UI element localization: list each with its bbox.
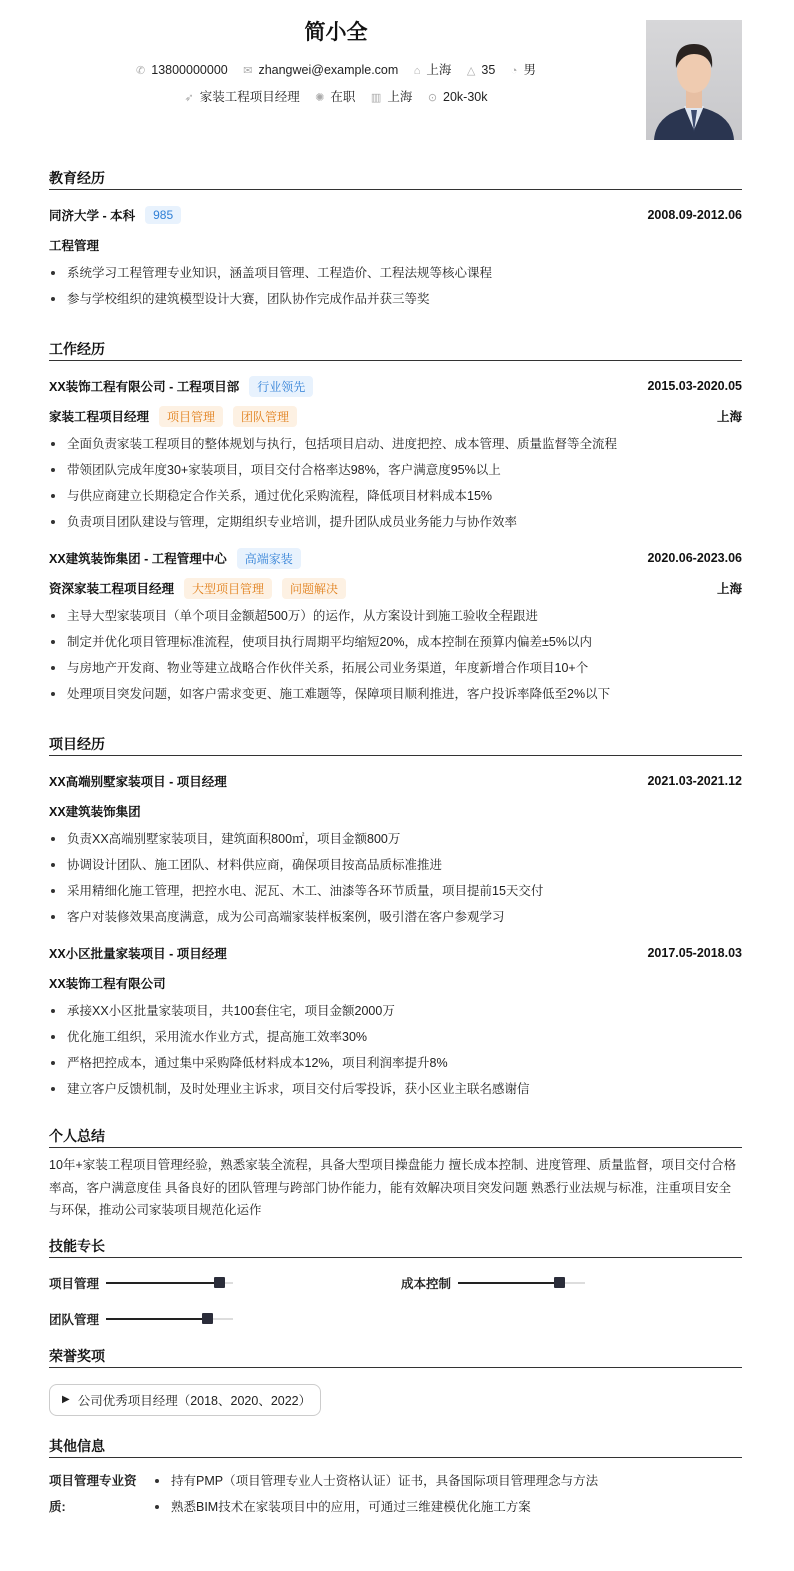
skill-thumb (554, 1277, 565, 1288)
role-row (49, 401, 742, 431)
section-title: 工作经历 (49, 339, 742, 361)
list-item: 系统学习工程管理专业知识，涵盖项目管理、工程造价、工程法规等核心课程 (49, 260, 742, 286)
education-header (49, 200, 742, 230)
projects-section (49, 734, 742, 1102)
role-row (49, 573, 742, 603)
section-title: 其他信息 (49, 1436, 742, 1458)
list-item: 持有PMP（项目管理专业人士资格认证）证书，具备国际项目管理理念与方法 (153, 1468, 598, 1494)
phone (136, 63, 228, 77)
work-header (49, 371, 742, 401)
skills-section (49, 1236, 742, 1332)
skill-tag: 大型项目管理 (184, 578, 272, 599)
section-title: 个人总结 (49, 1126, 742, 1148)
skill-item (401, 1270, 741, 1296)
contact-line (0, 60, 672, 78)
company-name: XX装饰工程有限公司 - 工程项目部 (49, 380, 240, 394)
project-org: XX装饰工程有限公司 (49, 977, 166, 991)
skill-tag: 问题解决 (282, 578, 346, 599)
section-title: 技能专长 (49, 1236, 742, 1258)
other-label: 项目管理专业资质: (49, 1473, 137, 1514)
list-item: 全面负责家装工程项目的整体规划与执行，包括项目启动、进度把控、成本管理、质量监督等全流程 (49, 431, 742, 457)
salary-icon: ⊙ (427, 92, 438, 104)
skill-thumb (202, 1313, 213, 1324)
skill-tag: 项目管理 (159, 406, 223, 427)
project-bullets (49, 826, 742, 930)
skill-name: 成本控制 (401, 1276, 452, 1291)
list-item: 处理项目突发问题，如客户需求变更、施工难题等，保障项目顺利推进，客户投诉率降低至2%以下 (49, 681, 742, 707)
school-name: 同济大学 - 本科 (49, 209, 136, 223)
skill-name: 项目管理 (49, 1276, 100, 1291)
job-intent-line (0, 87, 672, 105)
list-item: 协调设计团队、施工团队、材料供应商，确保项目按高品质标准推进 (49, 852, 742, 878)
work-city: 上海 (716, 582, 742, 596)
other-info-row (49, 1458, 742, 1520)
education-bullets (49, 260, 742, 312)
expand-triangle-icon: ▶ (62, 1394, 70, 1405)
home-icon: ⌂ (413, 65, 421, 77)
age-icon: △ (466, 65, 476, 77)
work-header (49, 543, 742, 573)
list-item: 优化施工组织，采用流水作业方式，提高施工效率30% (49, 1024, 742, 1050)
building-icon: ▥ (370, 92, 382, 104)
resume-body (49, 168, 742, 1520)
other-section (49, 1436, 742, 1520)
profile-photo (646, 20, 742, 140)
company-tag: 行业领先 (249, 376, 313, 397)
role-title: 资深家装工程项目经理 (49, 582, 175, 596)
skill-item (49, 1306, 401, 1332)
skill-bar (106, 1282, 233, 1284)
project-name: XX小区批量家装项目 - 项目经理 (49, 947, 227, 961)
salary (428, 90, 488, 104)
position-text: 家装工程项目经理 (199, 90, 300, 104)
work-date: 2015.03-2020.05 (647, 379, 742, 393)
list-item: 与房地产开发商、物业等建立战略合作伙伴关系，拓展公司业务渠道，年度新增合作项目10+个 (49, 655, 742, 681)
list-item: 负责项目团队建设与管理，定期组织专业培训，提升团队成员业务能力与协作效率 (49, 509, 742, 535)
summary-text: 10年+家装工程项目管理经验，熟悉家装全流程，具备大型项目操盘能力 擅长成本控制、进度管理、质量监督，项目交付合格率高，客户满意度佳 具备良好的团队管理与跨部门协作能力，能有效解决项目突发问题 熟悉行业法规与标准，注重项目安全与环保，推动公司家装项目规范化运作 (49, 1158, 737, 1217)
list-item: 与供应商建立长期稳定合作关系，通过优化采购流程，降低项目材料成本15% (49, 483, 742, 509)
company-name: XX建筑装饰集团 - 工程管理中心 (49, 552, 227, 566)
work-bullets (49, 431, 742, 535)
school-tag: 985 (145, 206, 181, 224)
education-date: 2008.09-2012.06 (647, 208, 742, 222)
project-org: XX建筑装饰集团 (49, 805, 141, 819)
age (467, 63, 495, 77)
send-icon: ➶ (184, 92, 194, 104)
gender (511, 60, 536, 78)
target-position (184, 87, 299, 105)
candidate-name: 简小全 (304, 21, 368, 44)
skill-thumb (214, 1277, 225, 1288)
skill-fill (106, 1318, 208, 1320)
skill-bar (106, 1318, 233, 1320)
email-text: zhangwei@example.com (258, 63, 399, 77)
project-header (49, 766, 742, 796)
education-section (49, 168, 742, 312)
project-date: 2017.05-2018.03 (647, 946, 742, 960)
project-name: XX高端别墅家装项目 - 项目经理 (49, 775, 227, 789)
skill-tag: 团队管理 (233, 406, 297, 427)
location-text: 上海 (426, 63, 452, 77)
section-title: 荣誉奖项 (49, 1346, 742, 1368)
skill-fill (458, 1282, 560, 1284)
project-header (49, 938, 742, 968)
section-title: 项目经历 (49, 734, 742, 756)
list-item: 熟悉BIM技术在家装项目中的应用，可通过三维建模优化施工方案 (153, 1494, 598, 1520)
age-text: 35 (481, 63, 496, 77)
work-bullets (49, 603, 742, 707)
status-text: 在职 (330, 90, 356, 104)
company-tag: 高端家装 (237, 548, 301, 569)
work-date: 2020.06-2023.06 (647, 551, 742, 565)
skills-grid (49, 1258, 742, 1332)
honors-section (49, 1346, 742, 1416)
project-bullets (49, 998, 742, 1102)
summary-section (49, 1126, 742, 1222)
city-text: 上海 (387, 90, 413, 104)
list-item: 建立客户反馈机制，及时处理业主诉求，项目交付后零投诉，获小区业主联名感谢信 (49, 1076, 742, 1102)
other-bullets (153, 1468, 598, 1520)
email (243, 63, 398, 77)
list-item: 负责XX高端别墅家装项目，建筑面积800㎡，项目金额800万 (49, 826, 742, 852)
skill-name: 团队管理 (49, 1312, 100, 1327)
skill-item (49, 1270, 401, 1296)
location (414, 60, 452, 78)
major: 工程管理 (49, 239, 100, 253)
list-item: 带领团队完成年度30+家装项目，项目交付合格率达98%，客户满意度95%以上 (49, 457, 742, 483)
list-item: 采用精细化施工管理，把控水电、泥瓦、木工、油漆等各环节质量，项目提前15天交付 (49, 878, 742, 904)
list-item: 参与学校组织的建筑模型设计大赛，团队协作完成作品并获三等奖 (49, 286, 742, 312)
status-icon: ✺ (315, 92, 325, 104)
work-city: 上海 (716, 410, 742, 424)
gender-text: 男 (523, 63, 536, 77)
work-section (49, 339, 742, 707)
list-item: 承接XX小区批量家装项目，共100套住宅，项目金额2000万 (49, 998, 742, 1024)
phone-icon: ✆ (136, 65, 146, 77)
project-date: 2021.03-2021.12 (647, 774, 742, 788)
gender-icon: ◔ (510, 65, 518, 77)
section-title: 教育经历 (49, 168, 742, 190)
salary-text: 20k-30k (443, 90, 488, 104)
list-item: 严格把控成本，通过集中采购降低材料成本12%，项目利润率提升8% (49, 1050, 742, 1076)
job-status (315, 87, 355, 105)
role-title: 家装工程项目经理 (49, 410, 150, 424)
list-item: 制定并优化项目管理标准流程，使项目执行周期平均缩短20%，成本控制在预算内偏差±5%以内 (49, 629, 742, 655)
award-item[interactable] (49, 1384, 321, 1416)
mail-icon: ✉ (243, 65, 253, 77)
skill-bar (458, 1282, 585, 1284)
resume-header (0, 0, 794, 150)
award-text: 公司优秀项目经理（2018、2020、2022） (77, 1393, 312, 1408)
skill-fill (106, 1282, 220, 1284)
list-item: 主导大型家装项目（单个项目金额超500万）的运作，从方案设计到施工验收全程跟进 (49, 603, 742, 629)
phone-text: 13800000000 (151, 63, 228, 77)
list-item: 客户对装修效果高度满意，成为公司高端家装样板案例，吸引潜在客户参观学习 (49, 904, 742, 930)
target-city (371, 87, 412, 105)
